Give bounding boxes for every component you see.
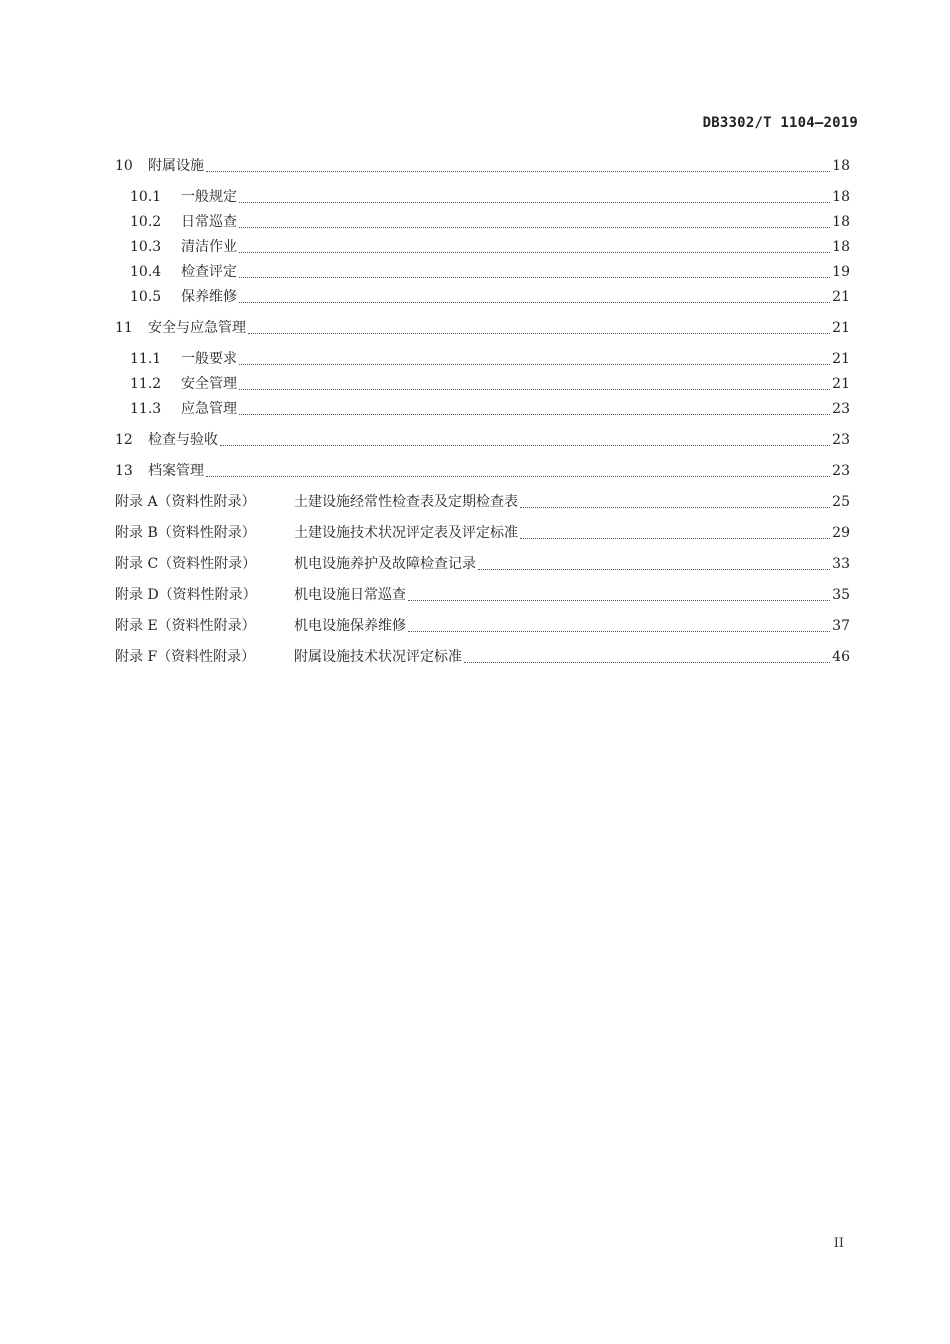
toc-appendix-entry[interactable] bbox=[115, 645, 850, 669]
table-of-contents bbox=[115, 154, 850, 669]
toc-entry[interactable] bbox=[115, 210, 850, 234]
toc-appendix-entry[interactable] bbox=[115, 552, 850, 576]
toc-leader-dots bbox=[408, 631, 830, 632]
toc-entry[interactable] bbox=[115, 428, 850, 452]
toc-entry[interactable] bbox=[115, 397, 850, 421]
toc-entry-title: 机电设施保养维修 bbox=[294, 618, 406, 634]
toc-entry-page: 23 bbox=[832, 401, 850, 417]
toc-entry-number: 10 bbox=[115, 158, 133, 174]
toc-leader-dots bbox=[239, 364, 830, 365]
toc-leader-dots bbox=[520, 538, 830, 539]
toc-entry-title: 档案管理 bbox=[148, 463, 204, 479]
toc-entry-number: 11.2 bbox=[130, 376, 162, 392]
toc-entry-page: 23 bbox=[832, 432, 850, 448]
toc-entry-number: 10.3 bbox=[130, 239, 162, 255]
toc-entry-title: 土建设施经常性检查表及定期检查表 bbox=[294, 494, 518, 510]
toc-entry[interactable] bbox=[115, 459, 850, 483]
toc-entry[interactable] bbox=[115, 185, 850, 209]
toc-entry-title: 机电设施日常巡查 bbox=[294, 587, 406, 603]
toc-appendix-entry[interactable] bbox=[115, 490, 850, 514]
toc-entry-title: 附属设施 bbox=[148, 158, 204, 174]
toc-entry-number: 11.1 bbox=[130, 351, 162, 367]
toc-entry[interactable] bbox=[115, 316, 850, 340]
toc-entry-page: 18 bbox=[832, 214, 850, 230]
toc-appendix-label: 附录 B（资料性附录） bbox=[115, 525, 256, 541]
toc-entry[interactable] bbox=[115, 154, 850, 178]
toc-entry[interactable] bbox=[115, 260, 850, 284]
toc-entry-number: 10.1 bbox=[130, 189, 162, 205]
toc-leader-dots bbox=[239, 277, 830, 278]
toc-leader-dots bbox=[239, 389, 830, 390]
toc-entry-title: 附属设施技术状况评定标准 bbox=[294, 649, 462, 665]
toc-entry[interactable] bbox=[115, 285, 850, 309]
toc-entry-number: 10.4 bbox=[130, 264, 162, 280]
toc-appendix-label: 附录 E（资料性附录） bbox=[115, 618, 256, 634]
toc-entry-number: 10.5 bbox=[130, 289, 162, 305]
toc-entry-page: 23 bbox=[832, 463, 850, 479]
toc-appendix-label: 附录 A（资料性附录） bbox=[115, 494, 256, 510]
toc-leader-dots bbox=[478, 569, 830, 570]
toc-entry-number: 10.2 bbox=[130, 214, 162, 230]
toc-entry-number: 11.3 bbox=[130, 401, 162, 417]
toc-entry-title: 安全与应急管理 bbox=[148, 320, 246, 336]
toc-entry-page: 37 bbox=[832, 618, 850, 634]
toc-entry[interactable] bbox=[115, 372, 850, 396]
toc-entry-title: 机电设施养护及故障检查记录 bbox=[294, 556, 476, 572]
document-code: DB3302/T 1104—2019 bbox=[702, 115, 858, 131]
toc-entry[interactable] bbox=[115, 347, 850, 371]
toc-entry-title: 清洁作业 bbox=[181, 239, 237, 255]
toc-leader-dots bbox=[239, 202, 830, 203]
toc-leader-dots bbox=[408, 600, 830, 601]
toc-entry-page: 25 bbox=[832, 494, 850, 510]
toc-entry-page: 21 bbox=[832, 289, 850, 305]
toc-leader-dots bbox=[239, 414, 830, 415]
toc-leader-dots bbox=[206, 476, 830, 477]
toc-entry-page: 21 bbox=[832, 376, 850, 392]
toc-appendix-label: 附录 D（资料性附录） bbox=[115, 587, 257, 603]
toc-entry-page: 21 bbox=[832, 351, 850, 367]
toc-entry[interactable] bbox=[115, 235, 850, 259]
toc-leader-dots bbox=[520, 507, 830, 508]
toc-appendix-entry[interactable] bbox=[115, 521, 850, 545]
toc-entry-title: 检查与验收 bbox=[148, 432, 218, 448]
toc-appendix-entry[interactable] bbox=[115, 614, 850, 638]
toc-entry-page: 19 bbox=[832, 264, 850, 280]
toc-entry-page: 35 bbox=[832, 587, 850, 603]
toc-appendix-entry[interactable] bbox=[115, 583, 850, 607]
toc-entry-title: 保养维修 bbox=[181, 289, 237, 305]
toc-entry-title: 安全管理 bbox=[181, 376, 237, 392]
toc-leader-dots bbox=[239, 227, 830, 228]
toc-leader-dots bbox=[206, 171, 830, 172]
toc-entry-page: 18 bbox=[832, 158, 850, 174]
toc-entry-page: 46 bbox=[832, 649, 850, 665]
toc-appendix-label: 附录 F（资料性附录） bbox=[115, 649, 256, 665]
toc-entry-page: 29 bbox=[832, 525, 850, 541]
toc-entry-title: 一般要求 bbox=[181, 351, 237, 367]
toc-entry-page: 33 bbox=[832, 556, 850, 572]
toc-leader-dots bbox=[239, 302, 830, 303]
toc-leader-dots bbox=[464, 662, 830, 663]
toc-entry-page: 21 bbox=[832, 320, 850, 336]
toc-entry-number: 11 bbox=[115, 320, 133, 336]
toc-leader-dots bbox=[248, 333, 830, 334]
toc-entry-title: 一般规定 bbox=[181, 189, 237, 205]
page-number: II bbox=[833, 1236, 844, 1251]
toc-entry-number: 13 bbox=[115, 463, 133, 479]
toc-appendix-label: 附录 C（资料性附录） bbox=[115, 556, 257, 572]
toc-entry-title: 日常巡查 bbox=[181, 214, 237, 230]
toc-entry-page: 18 bbox=[832, 239, 850, 255]
toc-leader-dots bbox=[220, 445, 830, 446]
toc-entry-title: 应急管理 bbox=[181, 401, 237, 417]
toc-leader-dots bbox=[239, 252, 830, 253]
toc-entry-number: 12 bbox=[115, 432, 133, 448]
toc-entry-page: 18 bbox=[832, 189, 850, 205]
toc-entry-title: 土建设施技术状况评定表及评定标准 bbox=[294, 525, 518, 541]
toc-entry-title: 检查评定 bbox=[181, 264, 237, 280]
